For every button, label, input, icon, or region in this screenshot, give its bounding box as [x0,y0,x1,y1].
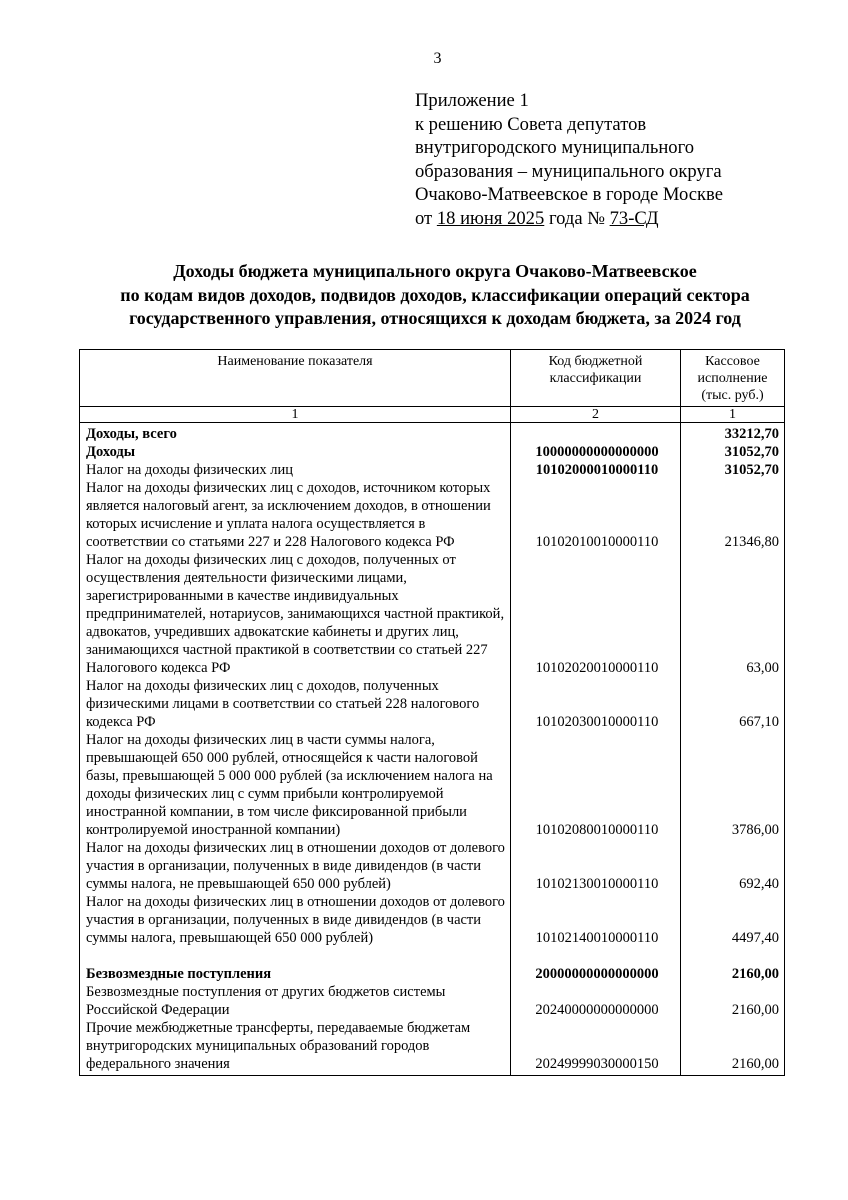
row-name: Налог на доходы физических лиц [80,461,511,479]
document-title [60,260,810,331]
row-name: Доходы [80,443,511,461]
page-number: 3 [433,50,442,67]
row-amount: 4497,40 [681,893,785,947]
row-name: Налог на доходы физических лиц с доходов, полученных от осуществления деятельности физическими лицами, зарегистрированными в качестве индивидуальных предпринимателей, нотариусов, занимающихся частной практикой, адвокатов, учредивших адвокатские кабинеты и других лиц, занимающихся частной практикой в соответствии со статьей 227 Налогового кодекса РФ [80,551,511,677]
row-code [511,423,681,444]
row-code: 20249999030000150 [511,1019,681,1076]
title-line: государственного управления, относящихся к доходам бюджета, за 2024 год [129,308,741,328]
row-code: 10102080010000110 [511,731,681,839]
appendix-line: внутригородского муниципального [415,137,695,158]
row-code: 10102130010000110 [511,839,681,893]
table-row [80,551,785,677]
table-row [80,677,785,731]
table-row [80,1019,785,1076]
column-number: 2 [511,407,681,423]
table-row [80,461,785,479]
table-row [80,983,785,1019]
table-row [80,423,785,444]
row-name: Прочие межбюджетные трансферты, передаваемые бюджетам внутригородских муниципальных образований городов федерального значения [80,1019,511,1076]
row-name: Безвозмездные поступления [80,947,511,983]
header-amount: Кассовое исполнение (тыс. руб.) [681,350,785,407]
row-name: Безвозмездные поступления от других бюджетов системы Российской Федерации [80,983,511,1019]
row-name: Налог на доходы физических лиц в отношении доходов от долевого участия в организации, полученных в виде дивидендов (в части суммы налога, превышающей 650 000 рублей) [80,893,511,947]
row-amount: 2160,00 [681,947,785,983]
row-amount: 3786,00 [681,731,785,839]
column-number: 1 [80,407,511,423]
date-prefix: от [415,207,433,229]
row-code: 10102140010000110 [511,893,681,947]
row-code: 10102010010000110 [511,479,681,551]
row-code: 10102030010000110 [511,677,681,731]
number-prefix: года № [548,207,605,229]
appendix-line: к решению Совета депутатов [415,113,647,135]
table-row [80,893,785,947]
row-name: Доходы, всего [80,423,511,444]
decision-date: 18 июня 2025 [436,207,545,229]
row-amount: 63,00 [681,551,785,677]
appendix-line: Приложение 1 [415,90,529,111]
income-table [79,349,785,1076]
table-row [80,731,785,839]
row-amount: 692,40 [681,839,785,893]
table-row [80,443,785,461]
title-line: Доходы бюджета муниципального округа Очаково-Матвеевское [173,261,697,281]
row-amount: 2160,00 [681,983,785,1019]
appendix-line: Очаково-Матвеевское в городе Москве [415,184,723,205]
row-amount: 667,10 [681,677,785,731]
row-code: 20000000000000000 [511,947,681,983]
title-line: по кодам видов доходов, подвидов доходов, классификации операций сектора [120,284,750,305]
row-name: Налог на доходы физических лиц с доходов, полученных физическими лицами в соответствии со статьей 228 налогового кодекса РФ [80,677,511,731]
row-code: 10102000010000110 [511,461,681,479]
row-name: Налог на доходы физических лиц в части суммы налога, превышающей 650 000 рублей, относящейся к части налоговой базы, превышающей 5 000 000 рублей (за исключением налога на доходы физических лиц с сумм прибыли контролируемой иностранной компании, в том числе фиксированной прибыли контролируемой иностранной компании) [80,731,511,839]
decision-date-line [415,207,835,231]
appendix-line: образования – муниципального округа [415,160,722,182]
header-code: Код бюджетной классификации [511,350,681,407]
row-code: 10000000000000000 [511,443,681,461]
row-code: 20240000000000000 [511,983,681,1019]
appendix-block [415,89,835,230]
row-name: Налог на доходы физических лиц в отношении доходов от долевого участия в организации, полученных в виде дивидендов (в части суммы налога, не превышающей 650 000 рублей) [80,839,511,893]
row-name: Налог на доходы физических лиц с доходов, источником которых является налоговый агент, за исключением доходов, в отношении которых исчисление и уплата налога осуществляется в соответствии со статьями 227 и 228 Налогового кодекса РФ [80,479,511,551]
row-amount: 33212,70 [681,423,785,444]
row-amount: 21346,80 [681,479,785,551]
column-number: 1 [681,407,785,423]
row-code: 10102020010000110 [511,551,681,677]
row-amount: 31052,70 [681,443,785,461]
header-name: Наименование показателя [80,350,511,407]
table-row [80,947,785,983]
table-row [80,839,785,893]
row-amount: 31052,70 [681,461,785,479]
decision-number: 73-СД [609,207,659,229]
row-amount: 2160,00 [681,1019,785,1076]
table-row [80,479,785,551]
